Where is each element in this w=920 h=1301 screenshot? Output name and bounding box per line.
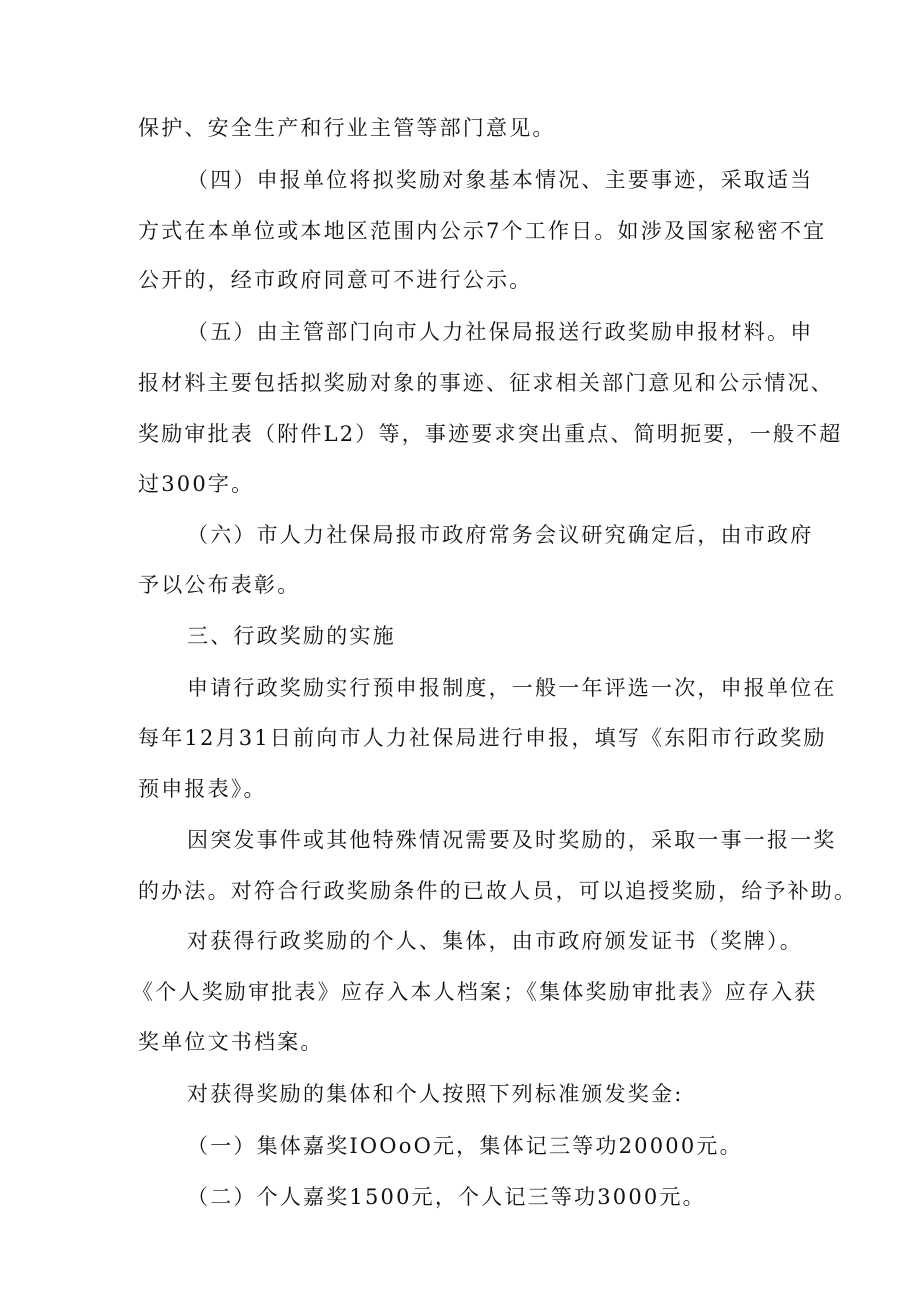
- text-line: （四）申报单位将拟奖励对象基本情况、主要事迹，采取适当: [187, 168, 814, 192]
- text-line: （五）由主管部门向市人力社保局报送行政奖励申报材料。申: [187, 320, 814, 344]
- text-line: 保护、安全生产和行业主管等部门意见。: [138, 116, 556, 140]
- text-line: 予以公布表彰。: [138, 573, 301, 597]
- text-line: 奖单位文书档案。: [138, 1030, 324, 1054]
- text-line: 过300字。: [138, 472, 255, 496]
- text-line: 报材料主要包括拟奖励对象的事迹、征求相关部门意见和公示情况、: [138, 371, 834, 395]
- text-line: 预申报表》。: [138, 777, 267, 801]
- text-line: 对获得行政奖励的个人、集体，由市政府颁发证书（奖牌）。: [187, 929, 803, 953]
- text-line: 对获得奖励的集体和个人按照下列标准颁发奖金:: [187, 1082, 684, 1106]
- text-line: 每年12月31日前向市人力社保局进行申报，填写《东阳市行政奖励: [138, 726, 827, 750]
- section-heading: 三、行政奖励的实施: [187, 624, 396, 648]
- text-line: 因突发事件或其他特殊情况需要及时奖励的，采取一事一报一奖: [187, 828, 837, 852]
- text-line: 奖励审批表（附件L2）等，事迹要求突出重点、简明扼要，一般不超: [138, 422, 843, 446]
- text-line: 公开的，经市政府同意可不进行公示。: [138, 268, 533, 292]
- text-line: 《个人奖励审批表》应存入本人档案；《集体奖励审批表》应存入获: [132, 980, 818, 1004]
- text-line: 的办法。对符合行政奖励条件的已故人员，可以追授奖励，给予补助。: [138, 879, 858, 903]
- text-line: （一）集体嘉奖IOOoO元，集体记三等功20000元。: [187, 1134, 743, 1158]
- text-line: 方式在本单位或本地区范围内公示7个工作日。如涉及国家秘密不宜: [138, 219, 827, 243]
- text-line: 申请行政奖励实行预申报制度，一般一年评选一次，申报单位在: [187, 676, 837, 700]
- text-line: （二）个人嘉奖1500元，个人记三等功3000元。: [187, 1185, 706, 1209]
- text-line: （六）市人力社保局报市政府常务会议研究确定后，由市政府: [187, 523, 814, 547]
